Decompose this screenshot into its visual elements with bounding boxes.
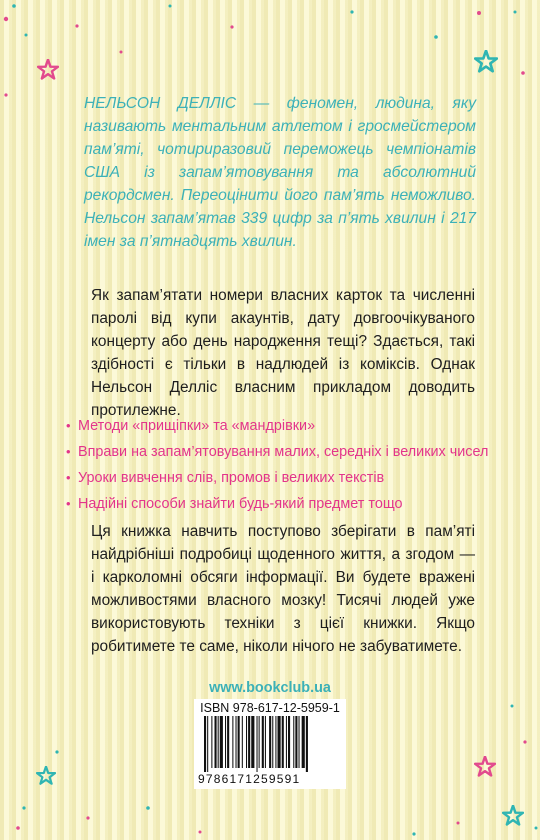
bullet-marker: • <box>66 418 71 433</box>
description-paragraph: Як запам’ятати номери власних карток та численні паролі від купи акаунтів, дату довгоочікуваного концерту або день народження тещі? Здається, такі здібності є тільки в надлюдей із коміксів. Однак Нельсон Делліс власним прикладом доводить протилежне. <box>91 287 475 419</box>
list-item <box>66 413 496 439</box>
bullet-marker: • <box>66 496 71 511</box>
bullet-marker: • <box>66 444 71 459</box>
bullet-marker: • <box>66 470 71 485</box>
isbn-barcode <box>194 699 346 789</box>
list-item-text: Уроки вивчення слів, промов і великих текстів <box>78 470 385 486</box>
list-item <box>66 465 496 491</box>
barcode-bars <box>194 716 346 774</box>
author-intro: НЕЛЬСОН ДЕЛЛІС — феномен, людина, яку називають ментальним атлетом і гросмейстером пам’яті, чотириразовий переможець чемпіонатів США із запам’ятовування та абсолютний рекордсмен. Переоцінити його пам’ять неможливо. Нельсон запам’ятав 339 цифр за п’ять хвилин і 217 імен за п’ятнадцять хвилин. <box>84 95 476 250</box>
features-list <box>66 413 496 517</box>
list-item-text: Надійні способи знайти будь-який предмет тощо <box>78 496 403 512</box>
isbn-text: ISBN 978-617-12-5959-1 <box>200 701 340 715</box>
list-item-text: Методи «прищіпки» та «мандрівки» <box>78 418 316 434</box>
list-item <box>66 439 496 465</box>
website-link[interactable]: www.bookclub.ua <box>209 680 331 696</box>
list-item-text: Вправи на запам’ятовування малих, середніх і великих чисел <box>78 444 489 460</box>
closing-paragraph: Ця книжка навчить поступово зберігати в пам’яті найдрібніші подробиці щоденного життя, а згодом — і карколомні обсяги інформації. Ви будете вражені можливостями власного мозку! Тисячі людей уже використовують техніки з цієї книжки. Якщо робитимете те саме, ніколи нічого не забуватимете. <box>91 523 475 655</box>
barcode-digits: 9786171259591 <box>198 772 301 786</box>
list-item <box>66 491 496 517</box>
